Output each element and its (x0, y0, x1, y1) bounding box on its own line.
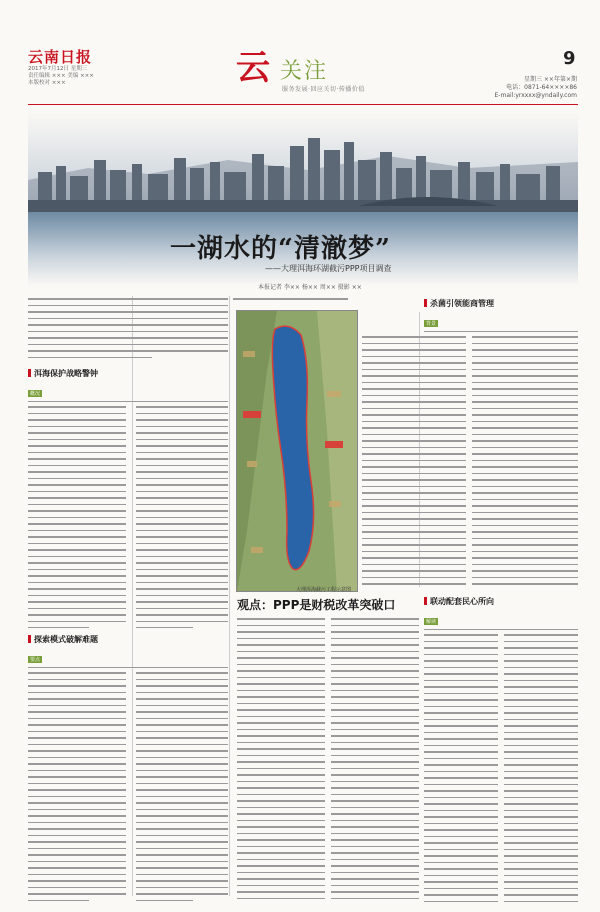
edit-info (485, 76, 577, 100)
intro-text (28, 298, 228, 364)
article-column (136, 672, 228, 904)
map-caption: 大理洱海截污工程示意图 (296, 587, 352, 593)
section-heading: 杀菌引领能商管理 (424, 298, 494, 309)
lead-tag: 解读 (426, 619, 437, 625)
article-column (424, 634, 498, 904)
edit-info-line: E-mail:yrxxxx@yndaily.com (494, 92, 577, 99)
section-heading: 联动配套民心所向 (424, 596, 494, 607)
edit-info-line: 电话：0871-64××××86 (506, 84, 577, 91)
section-title: 关注 (280, 59, 329, 84)
section-lead (28, 646, 228, 668)
section-lead (424, 608, 578, 630)
section-heading: 探索模式破解难题 (28, 634, 98, 645)
masthead-editor: 责任编辑 ××× 美编 ××× (28, 73, 94, 79)
byline: 本报记者 李×× 杨×× 周×× 摄影 ×× (258, 284, 362, 291)
lead-tag: 要点 (30, 657, 41, 663)
top-rule (28, 104, 578, 105)
article-column (362, 336, 466, 588)
article-column (28, 672, 126, 904)
article-column (237, 618, 325, 900)
lead-tag: 背景 (426, 321, 437, 327)
section-logo-glyph: 云 (236, 48, 270, 88)
newspaper-masthead: 云南日报 (28, 48, 93, 66)
article-column (472, 336, 578, 588)
page-number: 9 (563, 48, 576, 69)
edit-info-line: 星期三 ××年第×期 (524, 76, 577, 83)
section-lead (28, 380, 228, 402)
article-column (233, 298, 419, 308)
masthead-meta (28, 66, 108, 87)
article-column (28, 406, 126, 628)
opinion-heading: 观点：PPP是财税改革突破口 (237, 598, 396, 612)
article-column (504, 634, 578, 904)
subheadline: ——大理洱海环湖截污PPP项目调查 (265, 264, 392, 273)
erhai-lake-map (236, 310, 358, 592)
section-lead (424, 310, 578, 332)
section-subtitle: 服务发展·回应关切·传播价值 (282, 86, 365, 93)
article-column (136, 406, 228, 628)
section-heading: 洱海保护战略警钟 (28, 368, 98, 379)
masthead-proof: 本版校对 ××× (28, 80, 66, 86)
headline: 一湖水的“清澈梦” (170, 234, 391, 264)
column-divider (229, 296, 230, 896)
article-column (331, 618, 419, 900)
lead-tag: 概况 (30, 391, 41, 397)
masthead-date: 2017年7月12日 星期三 (28, 66, 88, 72)
